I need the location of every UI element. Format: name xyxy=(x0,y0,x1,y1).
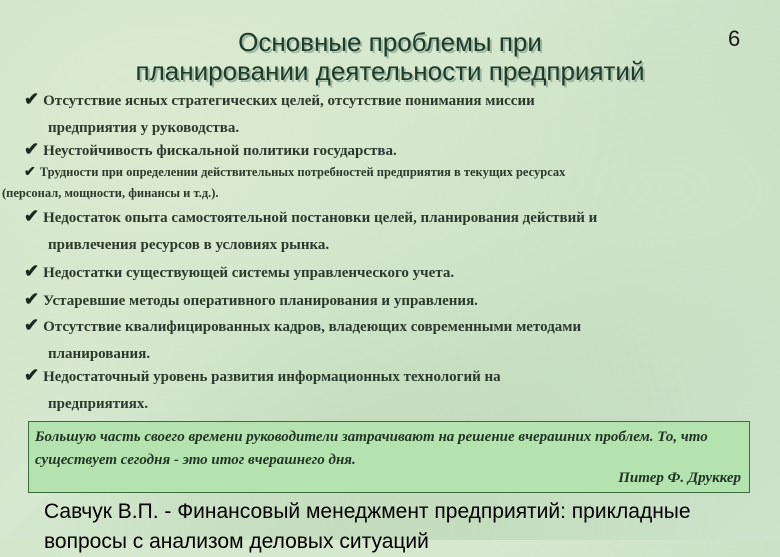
checkmark-icon: ✔ xyxy=(24,206,40,226)
checkmark-icon: ✔ xyxy=(24,139,40,159)
list-item: ✔ Недостаток опыта самостоятельной постановки целей, планирования действий и привлечения ресурсов в условиях рынка. xyxy=(24,206,598,253)
checkmark-icon: ✔ xyxy=(24,289,40,309)
title-line-1: Основные проблемы при xyxy=(238,27,542,57)
checkmark-icon: ✔ xyxy=(24,365,40,385)
page-number: 6 xyxy=(728,26,741,51)
quote-text: Большую часть своего времени руководители затрачивают на решение вчерашних проблем. То, что существует сегодня - это итог вчерашнего дня. xyxy=(35,429,708,468)
citation-line-2: вопросы с анализом деловых ситуаций xyxy=(44,530,429,553)
slide-title xyxy=(0,28,780,86)
list-item: ✔ Отсутствие ясных стратегических целей, отсутствие понимания миссии предприятия у руководства. xyxy=(24,89,535,136)
list-item: ✔ Недостаточный уровень развития информационных технологий на предприятиях. xyxy=(24,365,501,412)
quote-box xyxy=(28,421,750,493)
list-item: ✔ Трудности при определении действительных потребностей предприятия в текущих ресурсах (персонал, мощности, финансы и т.д.). xyxy=(2,165,566,200)
source-citation xyxy=(44,497,691,557)
citation-line-1: Савчук В.П. - Финансовый менеджмент предприятий: прикладные xyxy=(44,500,691,523)
checkmark-icon: ✔ xyxy=(24,165,36,180)
quote-author: Питер Ф. Друккер xyxy=(618,470,741,486)
checkmark-icon: ✔ xyxy=(24,261,40,281)
title-line-2: планировании деятельности предприятий xyxy=(135,56,645,86)
list-item: ✔ Устаревшие методы оперативного планирования и управления. xyxy=(24,289,478,309)
checkmark-icon: ✔ xyxy=(24,89,40,109)
list-item: ✔ Недостатки существующей системы управленческого учета. xyxy=(24,261,455,281)
checkmark-icon: ✔ xyxy=(24,315,40,335)
list-item: ✔ Отсутствие квалифицированных кадров, владеющих современными методами планирования. xyxy=(24,315,582,362)
list-item: ✔ Неустойчивость фискальной политики государства. xyxy=(24,139,397,159)
